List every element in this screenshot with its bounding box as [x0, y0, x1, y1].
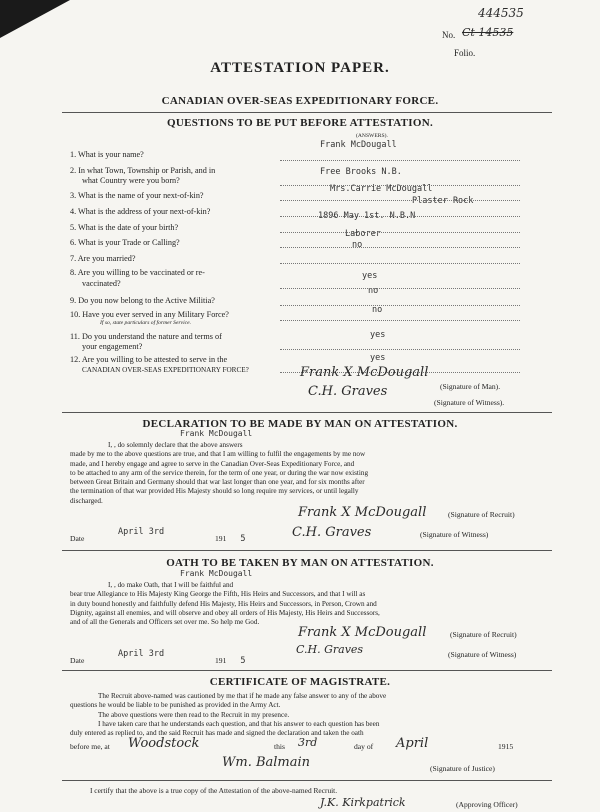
- declaration-signature-recruit: Frank X McDougall: [298, 505, 427, 520]
- declaration-signature-witness: C.H. Graves: [292, 525, 372, 540]
- answer-12: yes: [370, 353, 386, 363]
- answer-1: Frank McDougall: [320, 140, 397, 150]
- questions-title: QUESTIONS TO BE PUT BEFORE ATTESTATION.: [166, 117, 433, 129]
- answer-5: 1896 May 1st. N.B.N: [318, 211, 416, 221]
- question-2-cont: what Country were you born?: [82, 176, 180, 185]
- answer-8: yes: [362, 271, 378, 281]
- magistrate-text: The Recruit above-named was cautioned by me that if he made any false answer to any of the above questions he would be liable to be punished as provided in the Army Act. The above questions were then read to the Recruit in my presence. I have taken care that he understands each question, and that his answer to each question has been duly entered as replied to, and the said Recruit has made and signed the declaration and taken the oath: [70, 692, 387, 738]
- scan-corner-shadow: [0, 0, 70, 38]
- question-10: 10. Have you ever served in any Military Force?: [70, 310, 229, 319]
- signature-witness-label: (Signature of Witness).: [434, 398, 505, 407]
- question-8-cont: vaccinated?: [82, 279, 121, 288]
- answer-line: [280, 200, 520, 201]
- declaration-date-label: Date: [70, 534, 85, 543]
- signature-witness: C.H. Graves: [308, 384, 388, 399]
- answer-line: [280, 185, 520, 186]
- oath-year: 191 5: [215, 656, 246, 666]
- answer-line: [280, 288, 520, 289]
- question-12: 12. Are you willing to be attested to serve in the: [70, 355, 228, 364]
- question-2: 2. In what Town, Township or Parish, and in: [70, 166, 216, 175]
- certify-text: I certify that the above is a true copy of the Attestation of the above-named Recruit.: [90, 786, 338, 795]
- answer-9: no: [368, 286, 379, 296]
- question-5: 5. What is the date of your birth?: [70, 223, 179, 232]
- question-3: 3. What is the name of your next-of-kin?: [70, 191, 204, 200]
- signature-justice-label: (Signature of Justice): [430, 764, 495, 773]
- question-11-cont: your engagement?: [82, 342, 143, 351]
- declaration-text: I, , do solemnly declare that the above answers made by me to the above questions are true, and that I am willing to fulfil the engagements by me now made, and I hereby engage and agree to serve in the Canadian Over-Seas Expeditionary Force, and to be attached to any arm of the service therein, for the term of one year, or during the war now existing between Great Britain and Germany should that war last longer than one year, and for six months after the termination of that war provided His Majesty should so long require my services, or until legally discharged.: [70, 441, 369, 505]
- magistrate-year: 1915: [498, 742, 514, 751]
- stamp-number: 444535: [478, 6, 524, 20]
- approving-officer-label: (Approving Officer): [456, 800, 518, 809]
- oath-signature-witness-label: (Signature of Witness): [448, 650, 517, 659]
- question-1: 1. What is your name?: [70, 150, 144, 159]
- question-9: 9. Do you now belong to the Active Militia?: [70, 296, 215, 305]
- oath-date-label: Date: [70, 656, 85, 665]
- answer-7: no: [352, 240, 363, 250]
- answer-line: [280, 247, 520, 248]
- oath-name: Frank McDougall: [180, 569, 253, 578]
- before-me-label: before me, at: [70, 742, 110, 751]
- page-subtitle: CANADIAN OVER-SEAS EXPEDITIONARY FORCE.: [161, 95, 439, 107]
- no-label: No.: [442, 30, 456, 40]
- page-title: ATTESTATION PAPER.: [210, 60, 390, 76]
- declaration-date: April 3rd: [118, 527, 165, 537]
- question-7: 7. Are you married?: [70, 254, 136, 263]
- question-10-note: If so, state particulars of former Service.: [100, 320, 192, 326]
- signature-man: Frank X McDougall: [300, 365, 429, 380]
- answer-11: yes: [370, 330, 386, 340]
- folio-label: Folio.: [454, 48, 476, 58]
- declaration-name: Frank McDougall: [180, 429, 253, 438]
- oath-title: OATH TO BE TAKEN BY MAN ON ATTESTATION.: [166, 557, 434, 569]
- answer-line: [280, 305, 520, 306]
- answer-line: [280, 349, 520, 350]
- answers-label: (ANSWERS).: [356, 133, 388, 139]
- signature-justice: Wm. Balmain: [222, 755, 311, 770]
- question-4: 4. What is the address of your next-of-kin?: [70, 207, 211, 216]
- question-8: 8. Are you willing to be vaccinated or re-: [70, 268, 205, 277]
- declaration-signature-recruit-label: (Signature of Recruit): [448, 510, 515, 519]
- answer-3: Mrs.Carrie McDougall: [330, 184, 433, 194]
- declaration-title: DECLARATION TO BE MADE BY MAN ON ATTESTATION.: [142, 418, 458, 430]
- this-label: this: [274, 742, 285, 751]
- section-rule: [62, 670, 552, 671]
- declaration-year: 191 5: [215, 534, 246, 544]
- answer-6: Laborer: [345, 229, 381, 239]
- question-12-cont: CANADIAN OVER-SEAS EXPEDITIONARY FORCE?: [82, 366, 249, 374]
- oath-signature-witness: C.H. Graves: [296, 643, 364, 656]
- question-6: 6. What is your Trade or Calling?: [70, 238, 180, 247]
- magistrate-day: 3rd: [298, 736, 318, 749]
- answer-line: [280, 263, 520, 264]
- day-of-label: day of: [354, 742, 374, 751]
- magistrate-month: April: [396, 736, 429, 751]
- signature-approving-officer: J.K. Kirkpatrick: [320, 796, 406, 809]
- magistrate-title: CERTIFICATE OF MAGISTRATE.: [209, 676, 391, 688]
- answer-line: [280, 160, 520, 161]
- oath-text: I, , do make Oath, that I will be faithful and bear true Allegiance to His Majesty King George the Fifth, His Heirs and Successors, and that I will as in duty bound honestly and faithfully defend His Majesty, His Heirs and Successors, in Person, Crown and Dignity, against all enemies, and will observe and obey all orders of His Majesty, His Heirs and Successors, and of all the Generals and Officers set over me. So help me God.: [70, 581, 380, 627]
- section-rule: [62, 412, 552, 413]
- answer-4: Plaster Rock: [412, 196, 474, 206]
- declaration-signature-witness-label: (Signature of Witness): [420, 530, 489, 539]
- section-rule: [62, 550, 552, 551]
- oath-date: April 3rd: [118, 649, 165, 659]
- oath-signature-recruit-label: (Signature of Recruit): [450, 630, 517, 639]
- oath-signature-recruit: Frank X McDougall: [298, 625, 427, 640]
- answer-line: [280, 216, 520, 217]
- question-11: 11. Do you understand the nature and terms of: [70, 332, 222, 341]
- magistrate-place: Woodstock: [128, 736, 200, 751]
- answer-line: [280, 232, 520, 233]
- answer-line: [280, 320, 520, 321]
- header-rule: [62, 112, 552, 113]
- answer-2: Free Brooks N.B.: [320, 167, 402, 177]
- no-struck-value: Ct 14535: [462, 26, 514, 39]
- section-rule: [62, 780, 552, 781]
- answer-10: no: [372, 305, 383, 315]
- signature-man-label: (Signature of Man).: [440, 382, 501, 391]
